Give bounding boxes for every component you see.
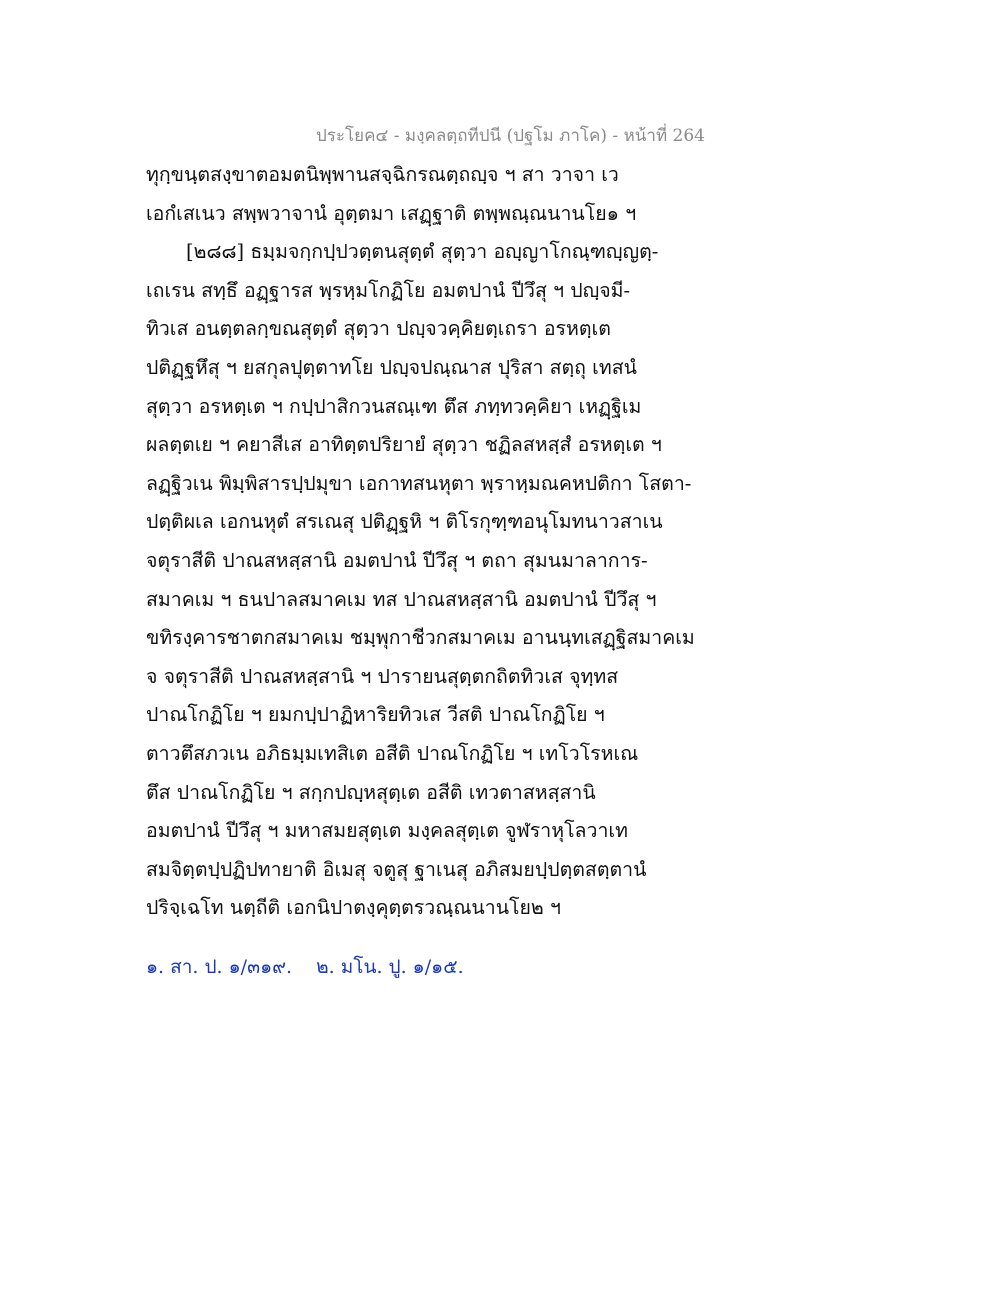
text-line: ตาวตึสภวเน อภิธมฺมเทสิเต อสีติ ปาณโกฏิโย ฯ เทโวโรหเณ: [146, 741, 639, 765]
text-line: ปติฏฺฐหึสุ ฯ ยสกุลปุตฺตาทโย ปญฺจปณฺณาส ปุริสา สตฺถุ เทสนํ: [146, 355, 637, 379]
text-line: เถเรน สทฺธึ อฏฺฐารส พฺรหฺมโกฏิโย อมตปานํ ปีวึสุ ฯ ปญฺจมี-: [146, 278, 631, 302]
footnotes: [146, 952, 482, 982]
text-line: ปตฺติผเล เอกนหุตํ สรเณสุ ปติฏฺฐหิ ฯ ติโรกุฑฺฑอนุโมทนาวสาเน: [146, 510, 663, 534]
text-line: ปาณโกฏิโย ฯ ยมกปฺปาฏิหาริยทิวเส วีสติ ปาณโกฏิโย ฯ: [146, 703, 605, 727]
text-line: เอกํเสเนว สพฺพวาจานํ อุตฺตมา เสฏฺฐาติ ตพฺพณฺณนานโย๑ ฯ: [146, 201, 637, 225]
paragraph-start-line: [๒๘๘] ธมฺมจกฺกปฺปวตฺตนสุตฺตํ สุตฺวา อญฺญาโกณฺฑญฺญตฺ-: [186, 240, 659, 264]
page-header: ประโยค๔ - มงฺคลตฺถทีปนี (ปฐโม ภาโค) - หน้าที่ 264: [316, 126, 705, 146]
text-line: อมตปานํ ปีวึสุ ฯ มหาสมยสุตฺเต มงฺคลสุตฺเต จูฬราหุโลวาเท: [146, 819, 628, 843]
body-text: [146, 156, 706, 928]
text-line: ผลตฺตเย ฯ คยาสีเส อาทิตฺตปริยายํ สุตฺวา ชฏิลสหสฺสํ อรหตฺเต ฯ: [146, 433, 662, 457]
text-line: สมาคเม ฯ ธนปาลสมาคเม ทส ปาณสหสฺสานิ อมตปานํ ปีวึสุ ฯ: [146, 587, 657, 611]
text-line: ทุกฺขนฺตสงฺขาตอมตนิพฺพานสจฺฉิกรณตฺถญฺจ ฯ สา วาจา เว: [146, 163, 619, 186]
text-line: สมจิตฺตปฺปฏิปทายาติ อิเมสุ จตูสุ ฐาเนสุ อภิสมยปฺปตฺตสตฺตานํ: [146, 857, 647, 881]
text-line: จ จตุราสีติ ปาณสหสฺสานิ ฯ ปารายนสุตฺตกถิตทิวเส จุทฺทส: [146, 664, 619, 688]
text-line: ทิวเส อนตฺตลกฺขณสุตฺตํ สุตฺวา ปญฺจวคฺคิยตฺเถรา อรหตฺเต: [146, 317, 611, 341]
text-line: ตึส ปาณโกฏิโย ฯ สกฺกปญฺหสุตฺเต อสีติ เทวตาสหสฺสานิ: [146, 780, 596, 804]
text-line: จตุราสีติ ปาณสหสฺสานิ อมตปานํ ปีวึสุ ฯ ตถา สุมนมาลาการ-: [146, 548, 648, 572]
text-line: สุตฺวา อรหตฺเต ฯ กปฺปาสิกวนสณฺเฑ ตึส ภทฺทวคฺคิยา เหฏฺฐิเม: [146, 394, 642, 418]
text-line: ปริจฺเฉโท นตฺถีติ เอกนิปาตงฺคุตฺตรวณฺณนานโย๒ ฯ: [146, 896, 561, 920]
footnote-1: ๑. สา. ป. ๑/๓๑๙.: [146, 956, 293, 978]
text-line: ลฏฺฐิวเน พิมฺพิสารปฺปมุขา เอกาทสนหุตา พฺราหฺมณคหปติกา โสตา-: [146, 471, 692, 495]
text-line: ขทิรงฺคารชาตกสมาคเม ชมฺพุกาชีวกสมาคเม อานนฺทเสฏฺฐิสมาคเม: [146, 626, 695, 650]
footnote-2: ๒. มโน. ปู. ๑/๑๕.: [316, 956, 464, 978]
